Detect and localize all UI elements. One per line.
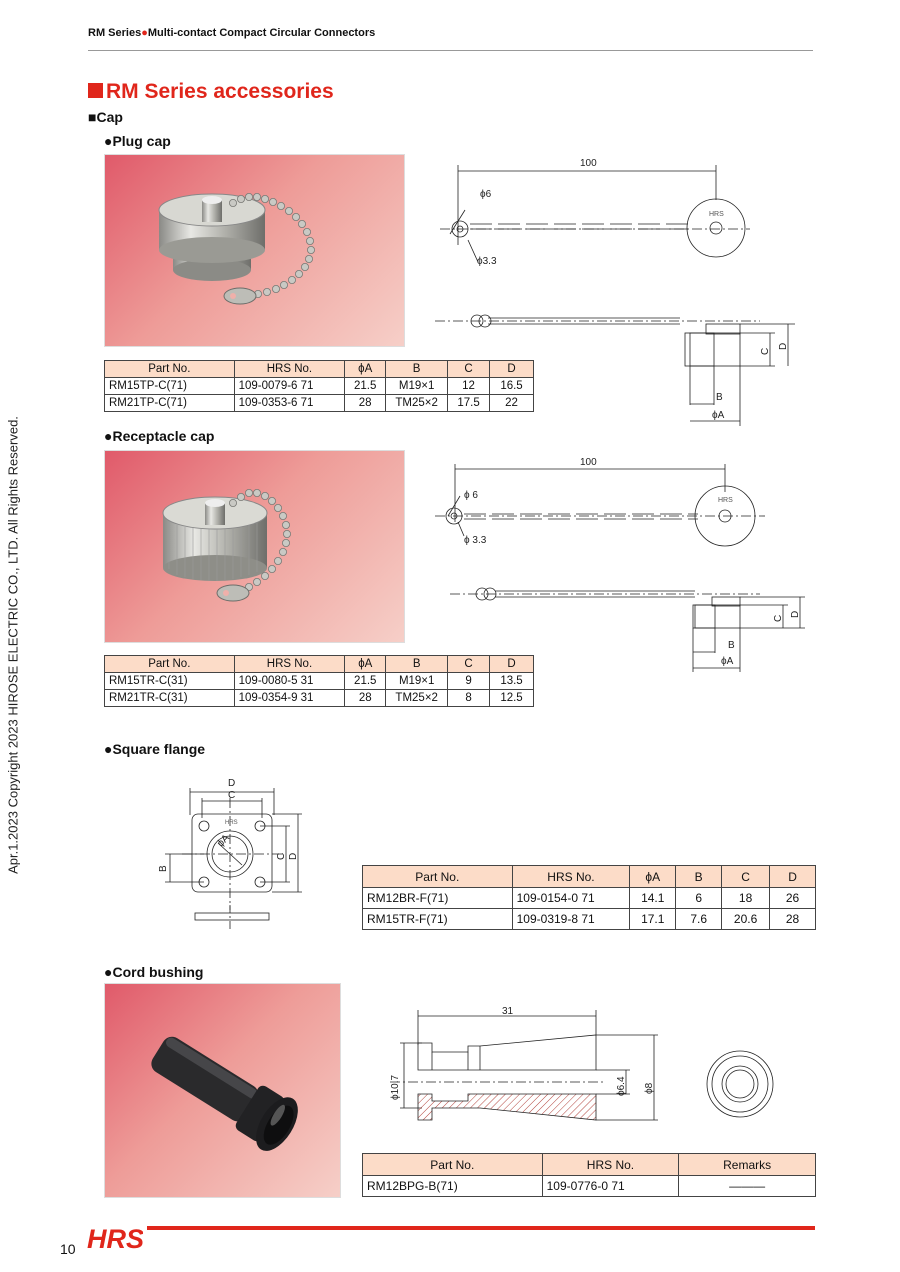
plug-cap-table — [104, 360, 534, 412]
table-row: RM15TP-C(71) 109-0079-6 71 21.5 M19×1 12 16.5 — [105, 378, 534, 395]
svg-text:ϕ10.7: ϕ10.7 — [390, 1074, 401, 1100]
table-header-row: Part No. HRS No. ϕA B C D — [105, 656, 534, 673]
svg-text:100: 100 — [580, 457, 597, 468]
svg-text:B: B — [158, 865, 169, 872]
running-header: RM Series●Multi-contact Compact Circular Connectors — [88, 27, 376, 39]
plug-cap-photo — [104, 154, 405, 347]
table-row: RM15TR-C(31) 109-0080-5 31 21.5 M19×1 9 13.5 — [105, 673, 534, 690]
table-header-row: Part No. HRS No. Remarks — [363, 1154, 816, 1176]
svg-text:ϕ8: ϕ8 — [644, 1082, 655, 1094]
receptacle-cap-table — [104, 655, 534, 707]
svg-text:ϕ3.3: ϕ3.3 — [477, 256, 497, 267]
svg-text:ϕ6.4: ϕ6.4 — [616, 1076, 627, 1096]
cap-subtitle: ■Cap — [88, 109, 123, 125]
svg-text:B: B — [728, 640, 735, 651]
svg-text:ϕ 6: ϕ 6 — [464, 490, 478, 501]
table-header-row: Part No. HRS No. ϕA B C D — [105, 361, 534, 378]
svg-text:D: D — [288, 852, 299, 860]
table-row: RM21TP-C(71) 109-0353-6 71 28 TM25×2 17.5 22 — [105, 395, 534, 412]
svg-text:31: 31 — [502, 1006, 514, 1017]
square-flange-table — [362, 865, 816, 930]
svg-text:HRS: HRS — [709, 211, 724, 218]
cord-bushing-heading: ●Cord bushing — [104, 964, 204, 980]
svg-text:HRS: HRS — [718, 497, 733, 504]
table-header-row: Part No. HRS No. ϕA B C D — [363, 866, 816, 888]
footer-rule — [147, 1226, 815, 1230]
table-row: RM12BR-F(71) 109-0154-0 71 14.1 6 18 26 — [363, 888, 816, 909]
svg-text:B: B — [716, 392, 723, 403]
svg-text:D: D — [778, 342, 789, 350]
svg-text:C: C — [773, 614, 784, 622]
svg-text:ϕA: ϕA — [215, 832, 232, 850]
page-number: 10 — [60, 1241, 76, 1257]
receptacle-cap-drawing — [430, 452, 810, 677]
plug-cap-heading: ●Plug cap — [104, 133, 171, 149]
receptacle-cap-heading: ●Receptacle cap — [104, 428, 215, 444]
hrs-logo — [87, 1223, 143, 1258]
svg-text:C: C — [760, 347, 771, 355]
svg-text:ϕ 3.3: ϕ 3.3 — [464, 535, 487, 546]
page-title: RM Series accessories — [88, 80, 334, 104]
receptacle-cap-photo — [104, 450, 405, 643]
table-row: RM12BPG-B(71) 109-0776-0 71 ——— — [363, 1176, 816, 1197]
copyright-side-text: Apr.1.2023 Copyright 2023 HIROSE ELECTRIC CO., LTD. All Rights Reserved. — [5, 416, 21, 874]
cord-bushing-drawing — [380, 1000, 780, 1130]
svg-text:D: D — [228, 778, 236, 789]
svg-text:D: D — [790, 610, 801, 618]
svg-text:ϕA: ϕA — [721, 656, 734, 667]
square-flange-heading: ●Square flange — [104, 741, 206, 757]
header-rule — [88, 50, 813, 51]
table-row: RM15TR-F(71) 109-0319-8 71 17.1 7.6 20.6 28 — [363, 909, 816, 930]
svg-text:HRS: HRS — [225, 820, 238, 826]
svg-text:ϕ6: ϕ6 — [480, 189, 492, 200]
svg-text:ϕA: ϕA — [712, 410, 725, 421]
svg-text:100: 100 — [580, 158, 597, 169]
svg-text:C: C — [228, 790, 236, 801]
square-flange-drawing — [150, 770, 320, 940]
table-row: RM21TR-C(31) 109-0354-9 31 28 TM25×2 8 12.5 — [105, 690, 534, 707]
cord-bushing-photo — [104, 983, 341, 1198]
cord-bushing-table — [362, 1153, 816, 1197]
svg-text:C: C — [276, 852, 287, 860]
svg-text:HRS: HRS — [87, 1224, 143, 1253]
